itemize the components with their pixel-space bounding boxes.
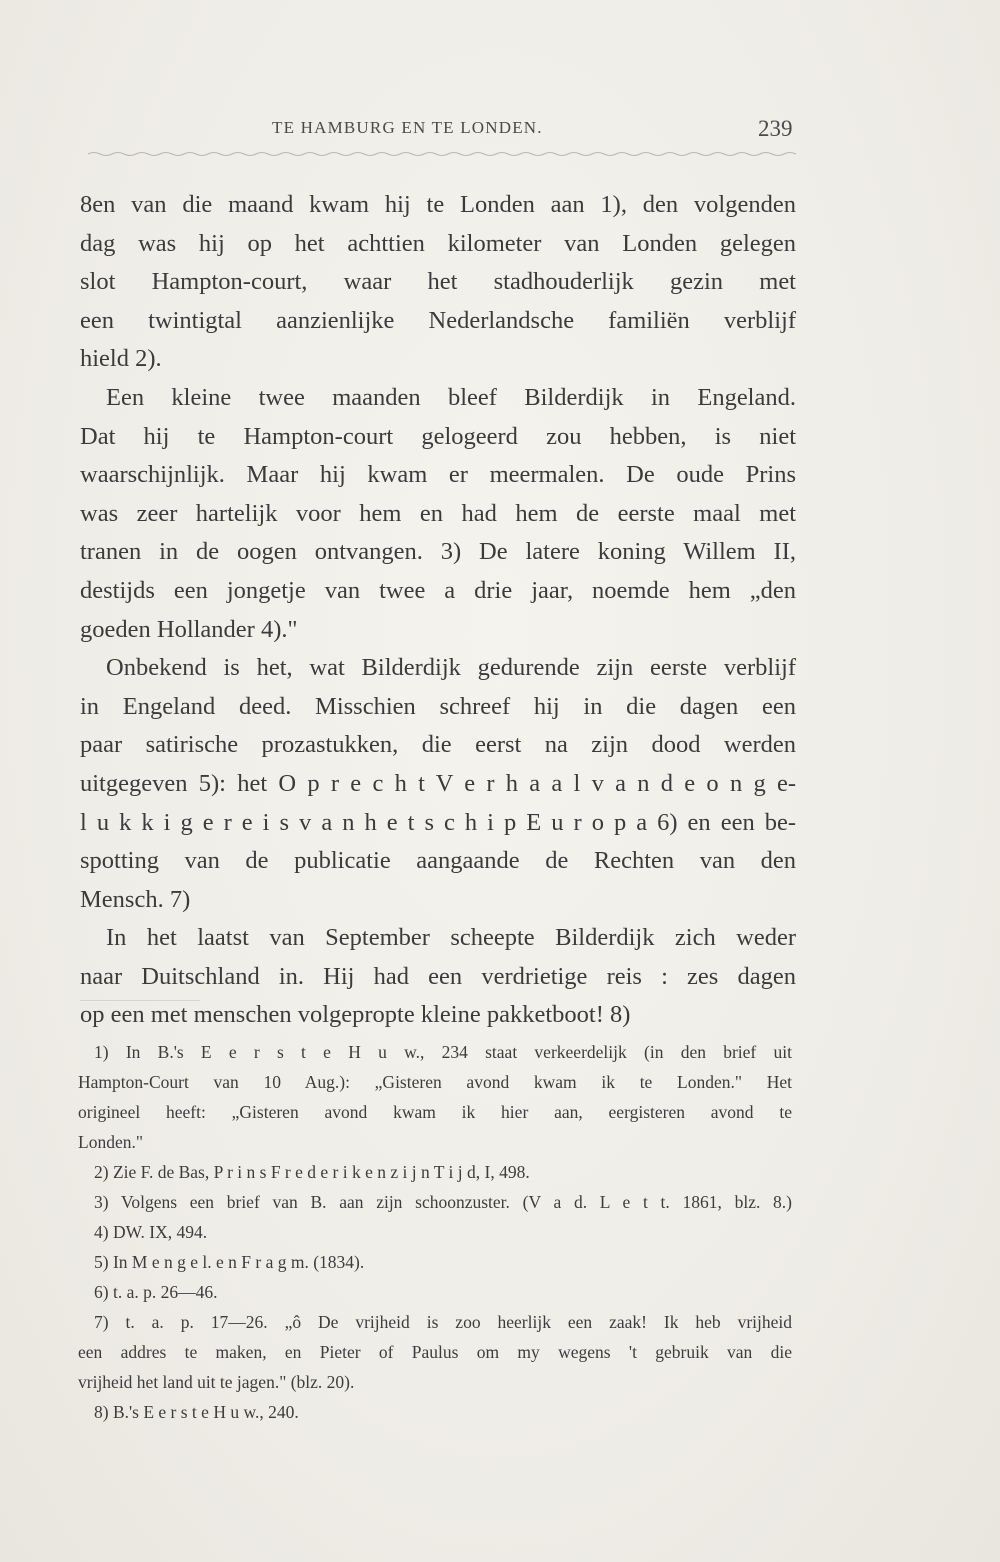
body-text [80, 186, 796, 1035]
body-line: goeden Hollander 4)." [80, 615, 298, 643]
footnote-rule [80, 1000, 200, 1001]
body-line: In het laatst van September scheepte Bilderdijk zich weder [106, 924, 796, 952]
body-line: Dat hij te Hampton-court gelogeerd zou hebben, is niet [80, 422, 796, 450]
footnote-line: 7) t. a. p. 17—26. „ô De vrijheid is zoo heerlijk een zaak! Ik heb vrijheid [94, 1312, 792, 1332]
body-line: waarschijnlijk. Maar hij kwam er meermalen. De oude Prins [80, 461, 796, 489]
footnotes [78, 1037, 792, 1427]
body-line: 8en van die maand kwam hij te Londen aan 1), den volgenden [80, 191, 796, 218]
footnote-line: vrijheid het land uit te jagen." (blz. 20). [78, 1372, 355, 1392]
body-line: dag was hij op het achttien kilometer van Londen gelegen [80, 229, 796, 257]
body-line: spotting van de publicatie aangaande de Rechten van den [80, 847, 796, 875]
body-line: l u k k i g e r e i s v a n h e t s c h i p E u r o p a 6) en een be- [80, 808, 796, 836]
body-line: op een met menschen volgepropte kleine pakketboot! 8) [80, 1001, 631, 1029]
body-line: destijds een jongetje van twee a drie jaar, noemde hem „den [80, 576, 796, 604]
running-title: TE HAMBURG EN TE LONDEN. [272, 118, 543, 137]
body-line: Mensch. 7) [80, 885, 191, 913]
body-line: naar Duitschland in. Hij had een verdrietige reis : zes dagen [80, 962, 796, 990]
footnote-line: Londen." [78, 1132, 143, 1152]
footnote-line: een addres te maken, en Pieter of Paulus om my wegens 't gebruik van die [78, 1342, 792, 1362]
body-line: slot Hampton-court, waar het stadhouderlijk gezin met [80, 268, 796, 296]
body-line: Een kleine twee maanden bleef Bilderdijk in Engeland. [106, 383, 796, 411]
footnote-line: 8) B.'s E e r s t e H u w., 240. [94, 1402, 299, 1422]
page-number: 239 [758, 116, 793, 141]
footnote-line: 5) In M e n g e l. e n F r a g m. (1834). [94, 1252, 365, 1272]
body-line: uitgegeven 5): het O p r e c h t V e r h a a l v a n d e o n g e- [80, 769, 796, 797]
body-line: was zeer hartelijk voor hem en had hem de eerste maal met [80, 499, 796, 527]
body-line: Onbekend is het, wat Bilderdijk gedurende zijn eerste verblijf [106, 654, 796, 682]
body-line: een twintigtal aanzienlijke Nederlandsche familiën verblijf [80, 306, 796, 334]
header-rule [88, 150, 796, 158]
footnote-line: 3) Volgens een brief van B. aan zijn schoonzuster. (V a d. L e t t. 1861, blz. 8.) [94, 1192, 792, 1212]
body-line: tranen in de oogen ontvangen. 3) De latere koning Willem II, [80, 538, 796, 566]
running-head [0, 114, 1000, 144]
footnote-line: 1) In B.'s E e r s t e H u w., 234 staat verkeerdelijk (in den brief uit [94, 1042, 792, 1062]
body-line: paar satirische prozastukken, die eerst na zijn dood werden [80, 731, 796, 759]
footnote-line: origineel heeft: „Gisteren avond kwam ik hier aan, eergisteren avond te [78, 1102, 792, 1122]
footnote-line: 2) Zie F. de Bas, P r i n s F r e d e r i k e n z i j n T i j d, I, 498. [94, 1162, 530, 1182]
footnote-line: 6) t. a. p. 26—46. [94, 1282, 218, 1302]
body-line: hield 2). [80, 345, 162, 373]
body-line: in Engeland deed. Misschien schreef hij in die dagen een [80, 692, 796, 720]
footnote-line: Hampton-Court van 10 Aug.): „Gisteren avond kwam ik te Londen." Het [78, 1072, 792, 1092]
footnote-line: 4) DW. IX, 494. [94, 1222, 208, 1242]
